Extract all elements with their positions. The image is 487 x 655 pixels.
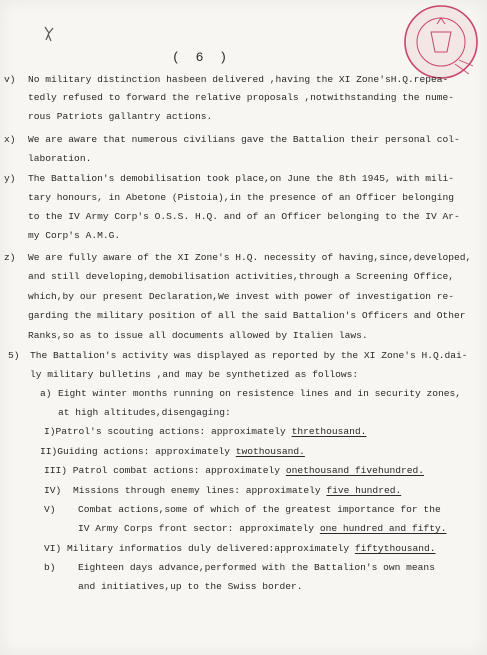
list-item-text: Missions through enemy lines: approximately xyxy=(73,485,327,496)
list-item-text: Patrol's scouting actions: approximately xyxy=(55,426,292,437)
para-b-line: Eighteen days advance,performed with the Battalion's own means xyxy=(78,562,435,573)
para-v-marker: v) xyxy=(4,74,16,85)
list-item-i xyxy=(44,425,366,438)
list-item-text: IV Army Corps front sector: approximately xyxy=(78,523,320,534)
list-item-iii xyxy=(44,464,424,477)
list-item-v-line2 xyxy=(78,522,446,535)
list-item-value: threthousand. xyxy=(291,426,367,437)
para-b-marker: b) xyxy=(44,562,56,573)
list-item-iv xyxy=(44,484,401,497)
para-a-line: at high altitudes,disengaging: xyxy=(58,407,231,418)
para-5-line: The Battalion's activity was displayed as reported by the XI Zone's H.Q.dai- xyxy=(30,350,468,361)
list-item-vi xyxy=(44,542,436,555)
list-item-value: five hundred. xyxy=(326,485,402,496)
list-item-marker: VI) xyxy=(44,543,62,554)
para-5-marker: 5) xyxy=(8,350,20,361)
para-a-marker: a) xyxy=(40,388,52,399)
list-item-v-text: Combat actions,some of which of the greatest importance for the xyxy=(78,504,441,515)
list-item-text: Guiding actions: approximately xyxy=(57,446,236,457)
para-z-line: We are fully aware of the XI Zone's H.Q. necessity of having,since,developed, xyxy=(28,252,472,263)
list-item-marker: IV) xyxy=(44,485,62,496)
para-z-line: Ranks,so as to issue all documents allowed by Italien laws. xyxy=(28,330,368,341)
para-b-line: and initiatives,up to the Swiss border. xyxy=(78,581,303,592)
para-z-marker: z) xyxy=(4,252,16,263)
para-y-line: to the IV Army Corp's O.S.S. H.Q. and of an Officer belonging to the IV Ar- xyxy=(28,211,460,222)
list-item-marker: III) xyxy=(44,465,68,476)
para-v-line: rous Patriots gallantry actions. xyxy=(28,111,213,122)
list-item-marker: I) xyxy=(44,426,56,437)
para-y-line: my Corp's A.M.G. xyxy=(28,230,121,241)
list-item-text: Patrol combat actions: approximately xyxy=(72,465,286,476)
list-item-value: onethousand fivehundred. xyxy=(285,465,425,476)
list-item-marker: II) xyxy=(40,446,58,457)
para-y-marker: y) xyxy=(4,173,16,184)
list-item-value: fiftythousand. xyxy=(354,543,436,554)
para-5-line: ly military bulletins ,and may be synthetized as follows: xyxy=(30,369,359,380)
list-item-value: one hundred and fifty. xyxy=(319,523,447,534)
para-v-line: No military distinction hasbeen delivered ,having the XI Zone'sH.Q.repea- xyxy=(28,74,449,85)
para-z-line: garding the military position of all the said Battalion's Officers and Other xyxy=(28,310,466,321)
list-item-text: Military informatios duly delivered:approximately xyxy=(67,543,355,554)
para-y-line: tary honours, in Abetone (Pistoia),in the presence of an Officer belonging xyxy=(28,192,455,203)
para-x-line: laboration. xyxy=(28,153,92,164)
list-item-v-marker: V) xyxy=(44,504,56,515)
para-a-line: Eight winter months running on resistence lines and in security zones, xyxy=(58,388,462,399)
para-x-line: We are aware that numerous civilians gave the Battalion their personal col- xyxy=(28,134,460,145)
para-v-line: tedly refused to forward the relative proposals ,notwithstanding the nume- xyxy=(28,92,455,103)
para-z-line: and still developing,demobilisation activities,through a Screening Office, xyxy=(28,271,455,282)
para-z-line: which,by our present Declaration,We invest with power of investigation re- xyxy=(28,291,455,302)
list-item-ii xyxy=(40,445,305,458)
para-x-marker: x) xyxy=(4,134,16,145)
para-y-line: The Battalion's demobilisation took place,on June the 8th 1945, with mili- xyxy=(28,173,455,184)
list-item-value: twothousand. xyxy=(235,446,305,457)
page-number: ( 6 ) xyxy=(172,50,232,65)
